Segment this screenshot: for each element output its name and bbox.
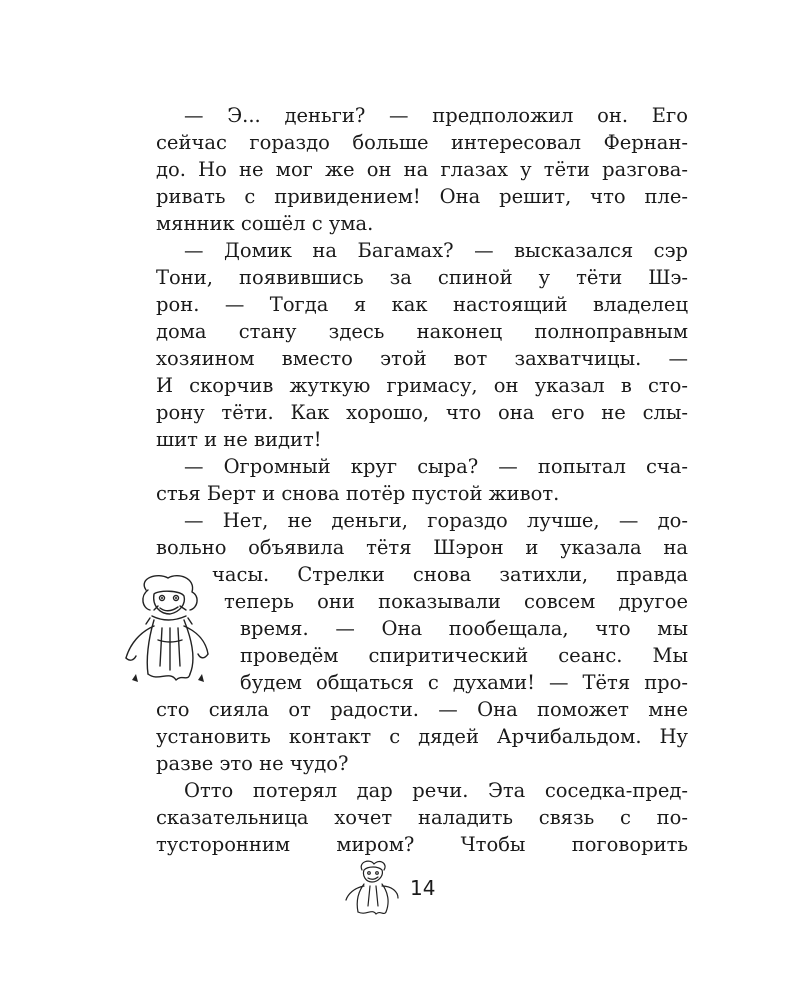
text-line: И скорчив жуткую гримасу, он указал в сто- [156,374,688,397]
text-line: теперь они показывали совсем другое [224,590,688,613]
text-line: сейчас гораздо больше интересовал Фернан- [156,131,688,154]
text-line: часы. Стрелки снова затихли, правда [212,563,688,586]
text-line: вольно объявила тётя Шэрон и указала на [156,536,688,559]
text-line: мянник сошёл с ума. [156,212,374,235]
page-number: 14 [410,876,436,900]
text-line: рон. — Тогда я как настоящий владелец [156,293,688,316]
text-line: Отто потерял дар речи. Эта соседка-пред- [184,779,688,802]
text-line: шит и не видит! [156,428,322,451]
text-line: рону тёти. Как хорошо, что она его не слы- [156,401,688,424]
text-line: — Огромный круг сыра? — попытал сча- [184,455,688,478]
text-line: время. — Она пообещала, что мы [240,617,688,640]
text-line: до. Но не мог же он на глазах у тёти разгова- [156,158,688,181]
text-line: установить контакт с дядей Арчибальдом. Ну [156,725,688,748]
text-line: сто сияла от радости. — Она поможет мне [156,698,688,721]
text-line: стья Берт и снова потёр пустой живот. [156,482,560,505]
text-line: Тони, появившись за спиной у тёти Шэ- [156,266,688,289]
text-line: сказательница хочет наладить связь с по- [156,806,688,829]
text-line: ривать с привидением! Она решит, что пле- [156,185,688,208]
text-line: дома стану здесь наконец полноправным [156,320,688,343]
small-ghost-illustration-icon [340,856,404,920]
text-line: разве это не чудо? [156,752,349,775]
text-line: — Домик на Багамах? — высказался сэр [184,239,688,262]
text-line: хозяином вместо этой вот захватчицы. — [156,347,688,370]
text-line: тусторонним миром? Чтобы поговорить [156,833,688,856]
text-line: проведём спиритический сеанс. Мы [240,644,688,667]
ghost-illustration-icon [118,570,218,690]
text-line: — Нет, не деньги, гораздо лучше, — до- [184,509,688,532]
text-line: — Э... деньги? — предположил он. Его [184,104,688,127]
text-line: будем общаться с духами! — Тётя про- [240,671,688,694]
